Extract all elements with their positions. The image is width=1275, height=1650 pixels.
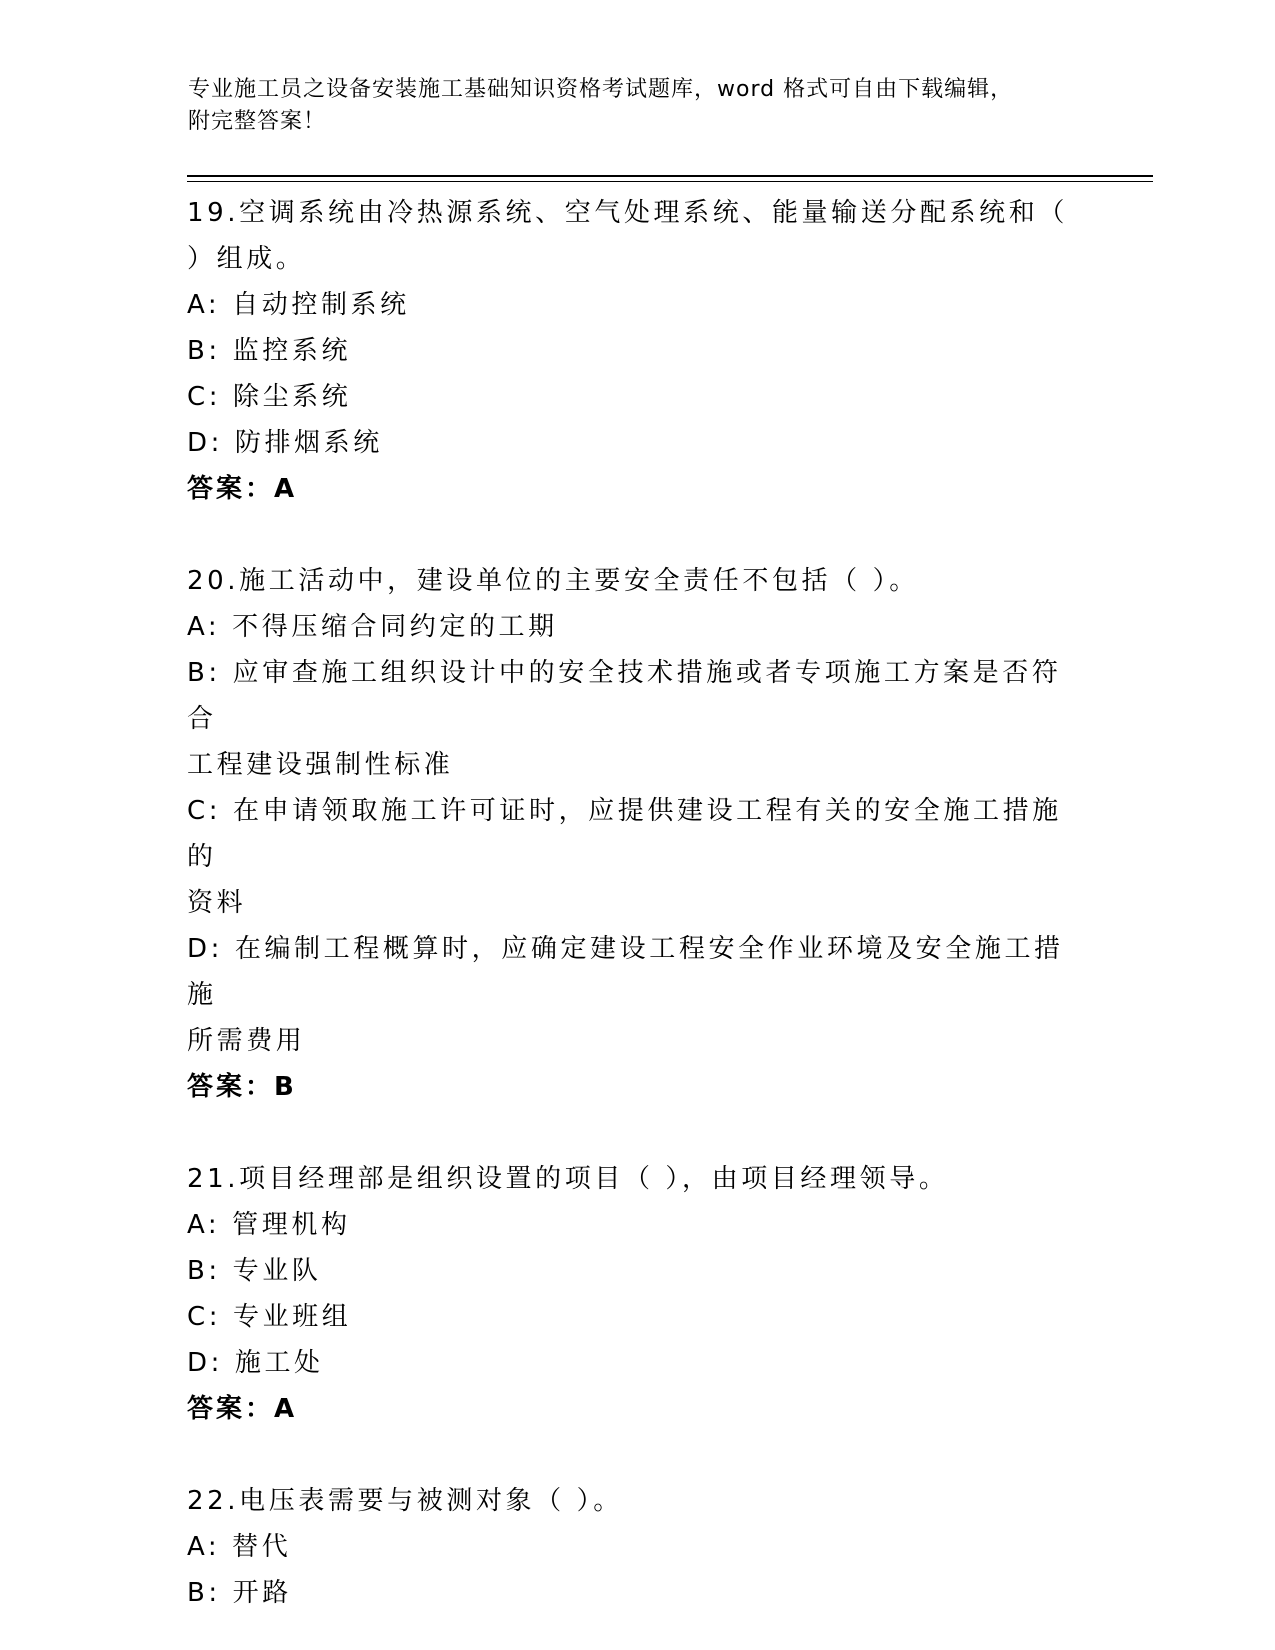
question-21: [187, 1156, 1077, 1432]
option-c-continued: 资料: [187, 888, 247, 918]
answer-label: 答案：A: [187, 1394, 298, 1424]
question-stem: 21.项目经理部是组织设置的项目（ ），由项目经理领导。: [187, 1164, 949, 1194]
document-header: [188, 74, 1088, 138]
question-22: [187, 1478, 1077, 1616]
header-divider-thick: [187, 175, 1153, 177]
header-divider-thin: [187, 181, 1153, 182]
question-stem-continued: ）组成。: [187, 244, 306, 274]
option-b: B: 应审查施工组织设计中的安全技术措施或者专项施工方案是否符合: [187, 658, 1062, 734]
spacer: [187, 512, 1077, 558]
option-a: A: 替代: [187, 1532, 292, 1562]
question-19: [187, 190, 1077, 512]
answer-label: 答案：A: [187, 474, 298, 504]
option-a: A: 不得压缩合同约定的工期: [187, 612, 558, 642]
answer-label: 答案：B: [187, 1072, 297, 1102]
option-c: C: 除尘系统: [187, 382, 352, 412]
header-line-2: 附完整答案！: [188, 109, 327, 134]
option-b: B: 专业队: [187, 1256, 322, 1286]
option-a: A: 管理机构: [187, 1210, 351, 1240]
option-d: D: 防排烟系统: [187, 428, 383, 458]
option-d: D: 在编制工程概算时，应确定建设工程安全作业环境及安全施工措施: [187, 934, 1064, 1010]
header-line-1: 专业施工员之设备安装施工基础知识资格考试题库，word 格式可自由下载编辑，: [188, 77, 1014, 102]
question-stem: 19.空调系统由冷热源系统、空气处理系统、能量输送分配系统和（: [187, 198, 1068, 228]
question-stem: 20.施工活动中，建设单位的主要安全责任不包括（ ）。: [187, 566, 919, 596]
option-c: C: 专业班组: [187, 1302, 352, 1332]
option-d: D: 施工处: [187, 1348, 324, 1378]
option-b: B: 监控系统: [187, 336, 352, 366]
option-d-continued: 所需费用: [187, 1026, 306, 1056]
option-c: C: 在申请领取施工许可证时，应提供建设工程有关的安全施工措施的: [187, 796, 1062, 872]
option-b: B: 开路: [187, 1578, 292, 1608]
option-b-continued: 工程建设强制性标准: [187, 750, 454, 780]
question-stem: 22.电压表需要与被测对象（ ）。: [187, 1486, 623, 1516]
question-list: [187, 190, 1077, 1616]
spacer: [187, 1432, 1077, 1478]
spacer: [187, 1110, 1077, 1156]
option-a: A: 自动控制系统: [187, 290, 410, 320]
question-20: [187, 558, 1077, 1110]
